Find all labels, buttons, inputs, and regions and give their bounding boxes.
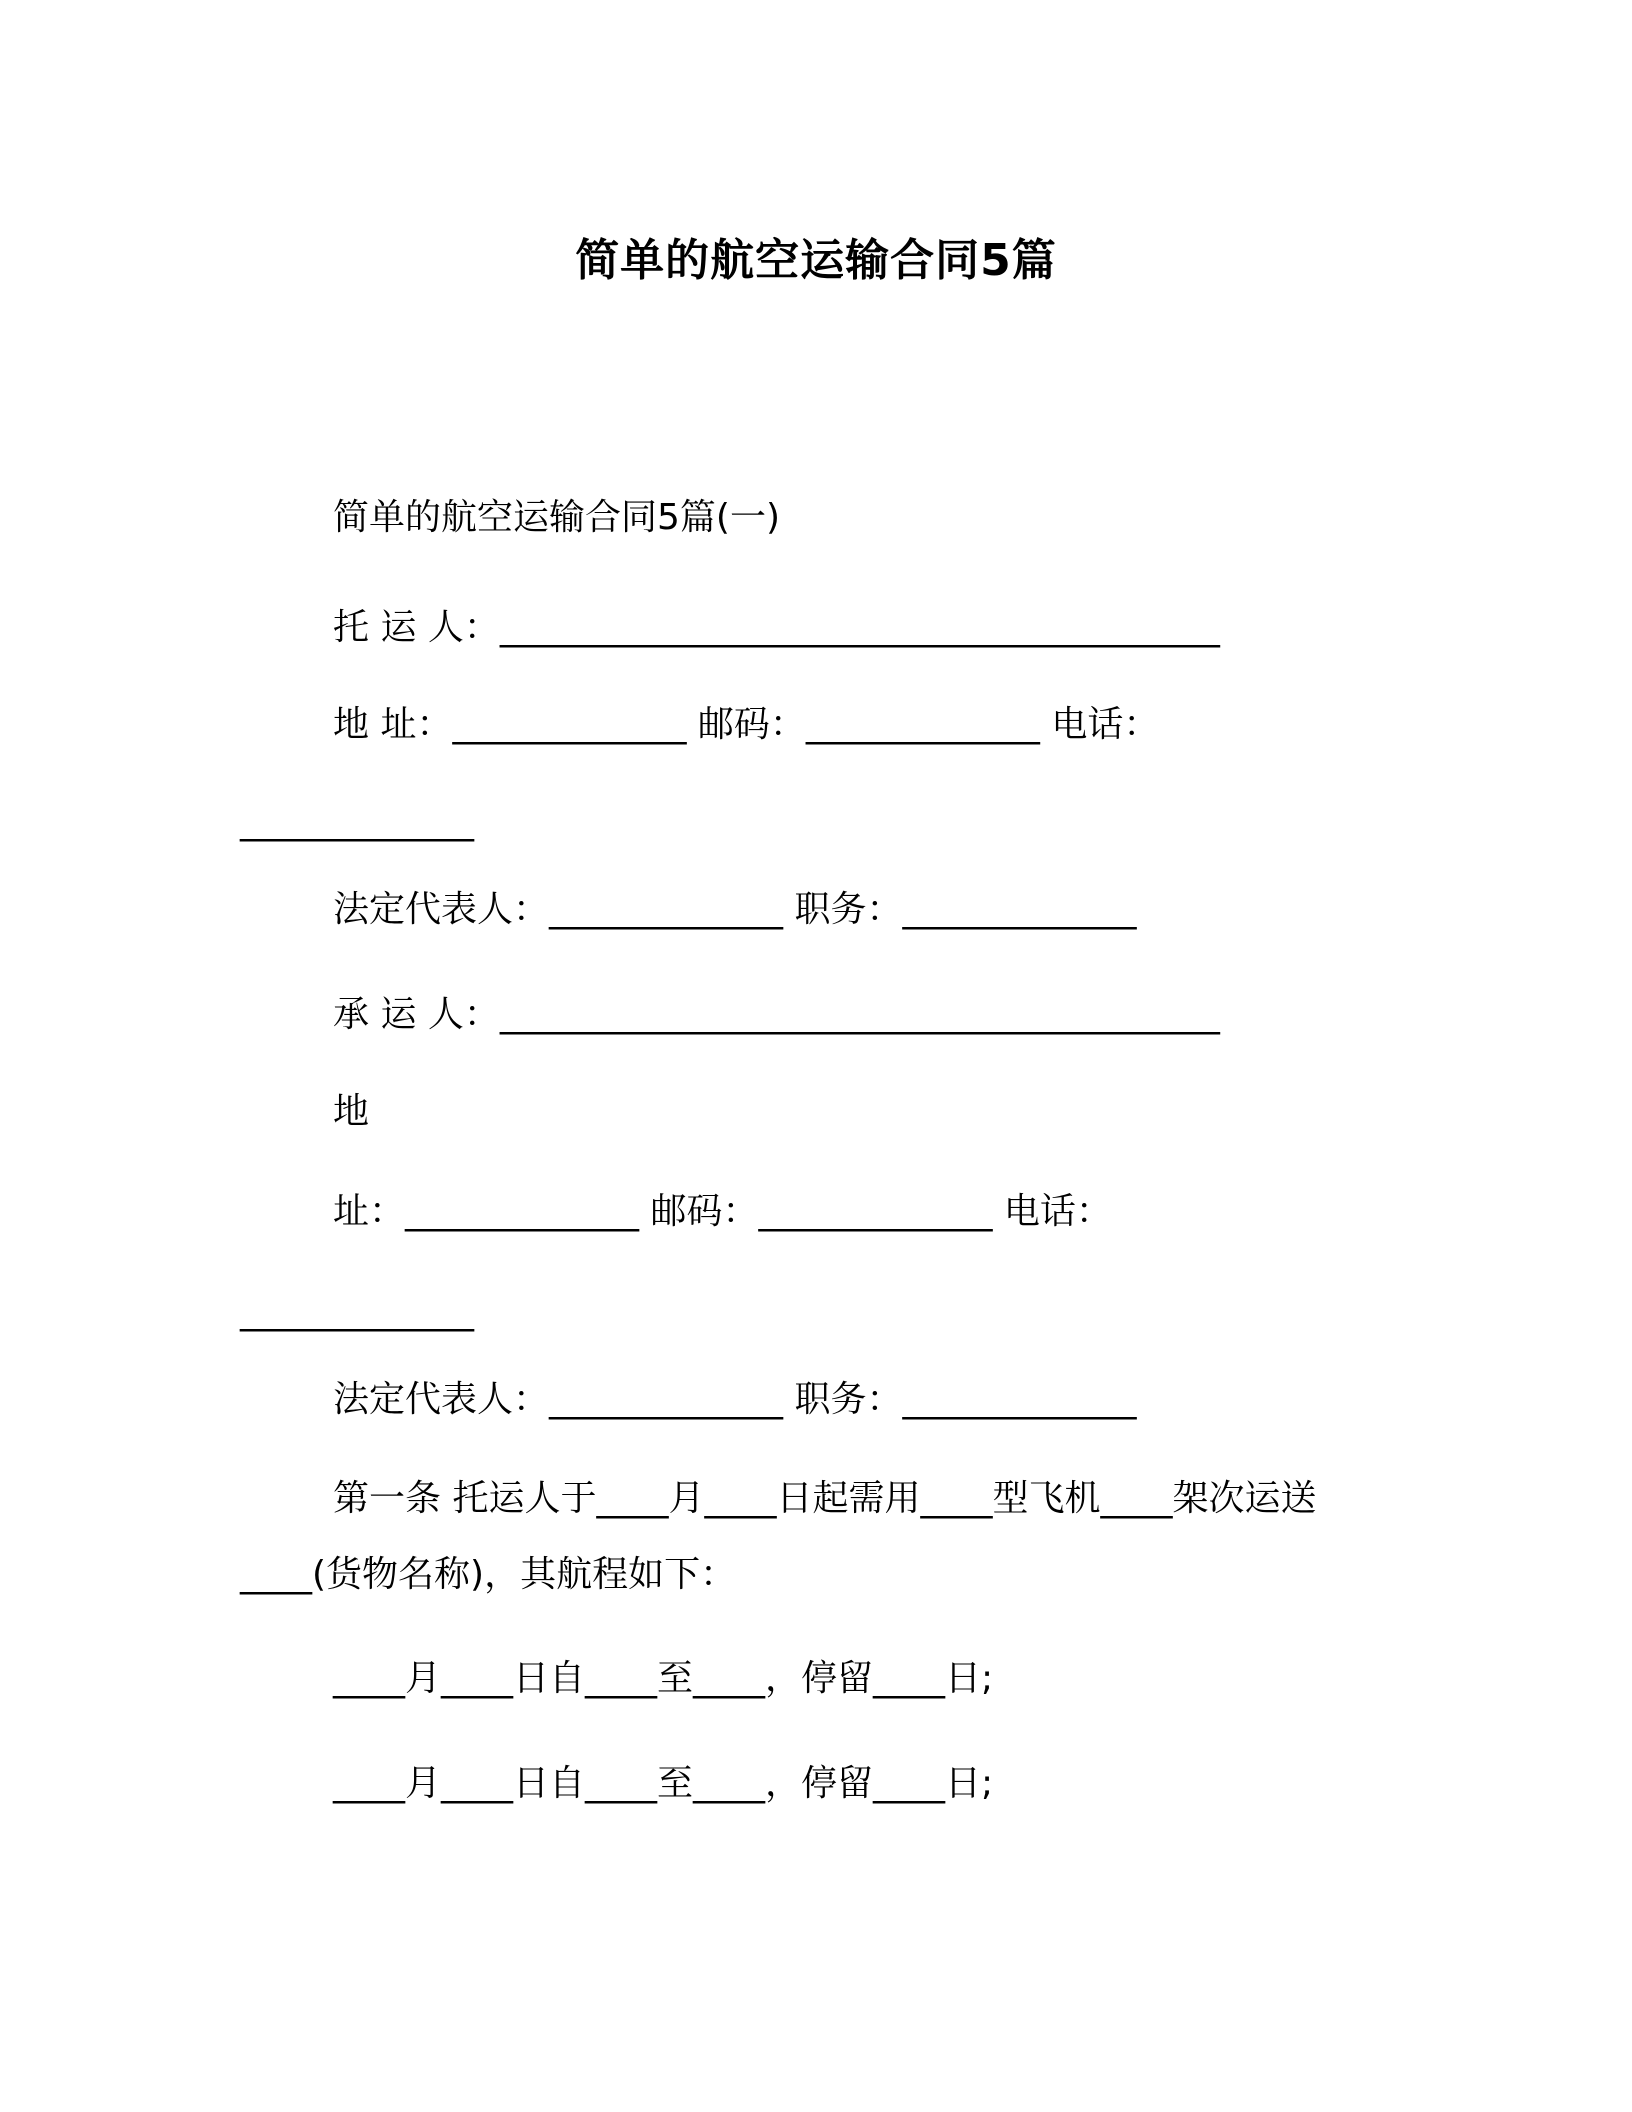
shipper-legal-rep-line: 法定代表人：_____________ 职务：_____________ bbox=[333, 889, 1137, 930]
route-line-2: ____月____日自____至____，停留____日; bbox=[333, 1763, 994, 1804]
carrier-address-label: 地 bbox=[333, 1091, 370, 1132]
carrier-address-line: 址：_____________ 邮码：_____________ 电话： bbox=[333, 1191, 1112, 1232]
carrier-line: 承 运 人：________________________________________ bbox=[333, 994, 1220, 1035]
article-one-line: 第一条 托运人于____月____日起需用____型飞机____架次运送 bbox=[333, 1478, 1317, 1519]
shipper-address-line: 地 址：_____________ 邮码：_____________ 电话： bbox=[333, 704, 1160, 745]
document-title: 简单的航空运输合同5篇 bbox=[575, 235, 1057, 286]
carrier-phone-blank: _____________ bbox=[240, 1291, 474, 1332]
article-one-continuation: ____(货物名称)，其航程如下： bbox=[240, 1554, 737, 1595]
carrier-legal-rep-line: 法定代表人：_____________ 职务：_____________ bbox=[333, 1379, 1137, 1420]
shipper-phone-blank: _____________ bbox=[240, 801, 474, 842]
section-heading: 简单的航空运输合同5篇(一) bbox=[333, 497, 780, 538]
route-line-1: ____月____日自____至____，停留____日; bbox=[333, 1658, 994, 1699]
shipper-line: 托 运 人：________________________________________ bbox=[333, 607, 1220, 648]
